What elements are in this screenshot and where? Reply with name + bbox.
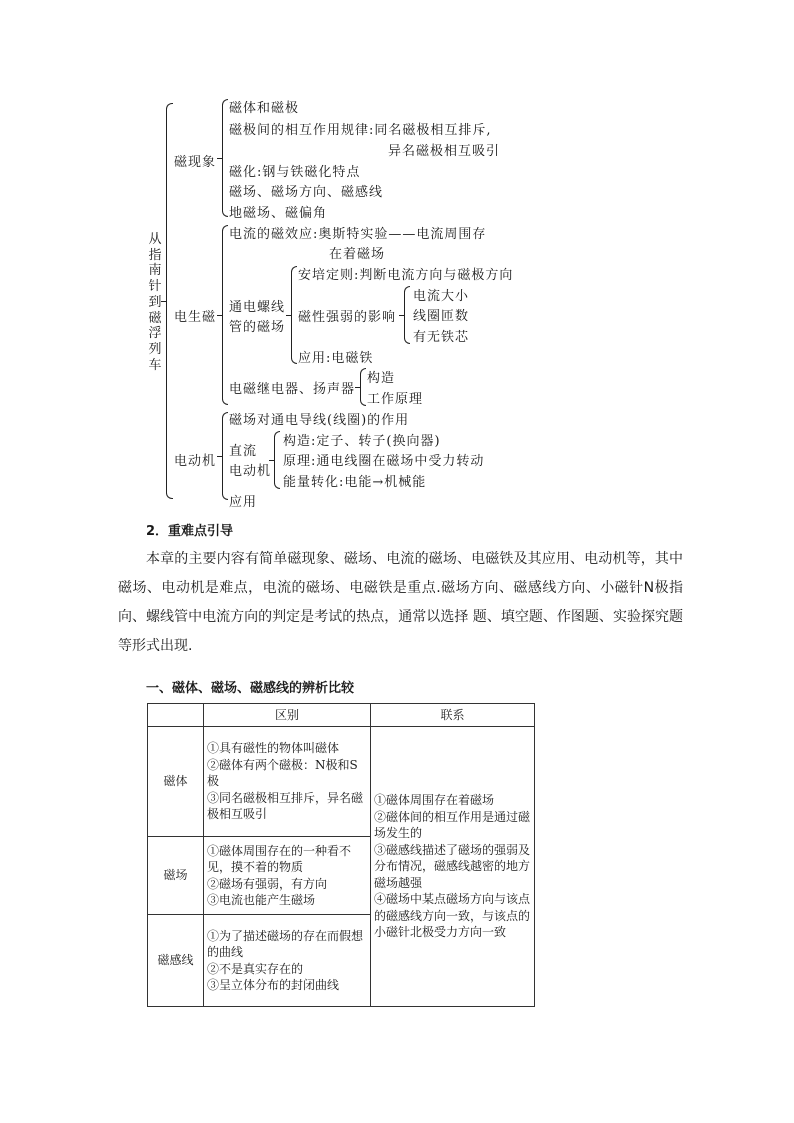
b1-item-2: 磁极间的相互作用规律:同名磁极相互排斥,: [229, 123, 492, 138]
table-header-corner: [148, 704, 204, 727]
dc-label-2: 电动机: [229, 464, 272, 479]
table-link-cell: ①磁体周围存在着磁场 ②磁体间的相互作用是通过磁场发生的 ③磁感线描述了磁场的强弱及分布情况，磁感线越密的地方磁场越强 ④磁场中某点磁场方向与该点的磁感线方向一致，与该点的小磁针北极受力方向一致: [371, 727, 535, 1007]
dc-item-2: 原理:通电线圈在磁场中受力转动: [283, 454, 485, 469]
relay-label: 电磁继电器、扬声器: [229, 382, 356, 397]
b1-item-3: 磁化:钢与铁磁化特点: [229, 165, 361, 180]
table-row: [148, 727, 535, 837]
branch-label-motor: 电动机: [174, 454, 217, 469]
section-heading-key-points: 2．重难点引导: [146, 524, 234, 539]
comparison-table: [147, 703, 535, 1007]
dc-item-3: 能量转化:电能→机械能: [283, 475, 427, 490]
table-header-row: [148, 704, 535, 727]
table-header-diff: 区别: [204, 704, 371, 727]
row-name-magnet: 磁体: [148, 727, 204, 837]
section-heading-comparison: 一、磁体、磁场、磁感线的辨析比较: [146, 681, 355, 696]
branch3-brace: [222, 412, 228, 500]
b3-item-3: 应用: [229, 495, 258, 510]
row-diff-field: ①磁体周围存在的一种看不见，摸不着的物质 ②磁场有强弱，有方向 ③电流也能产生磁场: [204, 837, 371, 915]
table-header-link: 联系: [371, 704, 535, 727]
branch-label-electromagnetism: 电生磁: [174, 310, 217, 325]
dc-label-1: 直流: [229, 444, 258, 459]
mindmap-root-title: 从 指 南 针 到 磁 浮 列 车: [148, 232, 162, 373]
b1-item-5: 地磁场、磁偏角: [229, 206, 328, 221]
branch-label-magnetism: 磁现象: [174, 155, 217, 170]
row-name-field: 磁场: [148, 837, 204, 915]
row-diff-field-lines: ①为了描述磁场的存在而假想的曲线 ②不是真实存在的 ③呈立体分布的封闭曲线: [204, 915, 371, 1007]
dc-item-1: 构造:定子、转子(换向器): [283, 434, 441, 449]
key-points-paragraph: 本章的主要内容有简单磁现象、磁场、电流的磁场、电磁铁及其应用、电动机等，其中磁场、电动机是难点，电流的磁场、电磁铁是重点.磁场方向、磁感线方向、小磁针N极指向、螺线管中电流方向的判定是考试的热点，通常以选择 题、填空题、作图题、实验探究题等形式出现.: [118, 551, 683, 654]
b1-item-2b: 异名磁极相互吸引: [388, 144, 501, 159]
factor-3: 有无铁芯: [413, 330, 470, 345]
b2-item-1: 电流的磁效应:奥斯特实验——电流周围存: [229, 227, 487, 242]
b2-item-1b: 在着磁场: [329, 247, 386, 262]
factor-brace: [404, 286, 410, 344]
dc-brace: [274, 431, 280, 489]
branch2-brace: [222, 225, 228, 405]
b1-item-4: 磁场、磁场方向、磁感线: [229, 185, 384, 200]
row-diff-magnet: ①具有磁性的物体叫磁体 ②磁体有两个磁极：N极和S极 ③同名磁极相互排斥，异名磁极相互吸引: [204, 727, 371, 837]
branch1-brace: [222, 99, 228, 217]
relay-brace: [360, 368, 366, 406]
factor-1: 电流大小: [413, 289, 470, 304]
coil-brace: [291, 266, 297, 364]
coil-item-1: 安培定则:判断电流方向与磁极方向: [298, 268, 514, 283]
relay-item-1: 构造: [367, 371, 396, 386]
coil-item-3: 应用:电磁铁: [298, 351, 374, 366]
row-name-field-lines: 磁感线: [148, 915, 204, 1007]
coil-item-2: 磁性强弱的影响: [298, 310, 397, 325]
factor-2: 线圈匝数: [413, 309, 470, 324]
coil-label-1: 通电螺线: [229, 300, 286, 315]
relay-item-2: 工作原理: [367, 392, 424, 407]
coil-label-2: 管的磁场: [229, 320, 286, 335]
b3-item-1: 磁场对通电导线(线圈)的作用: [229, 413, 410, 428]
b1-item-1: 磁体和磁极: [229, 101, 300, 116]
root-brace: [166, 103, 173, 499]
